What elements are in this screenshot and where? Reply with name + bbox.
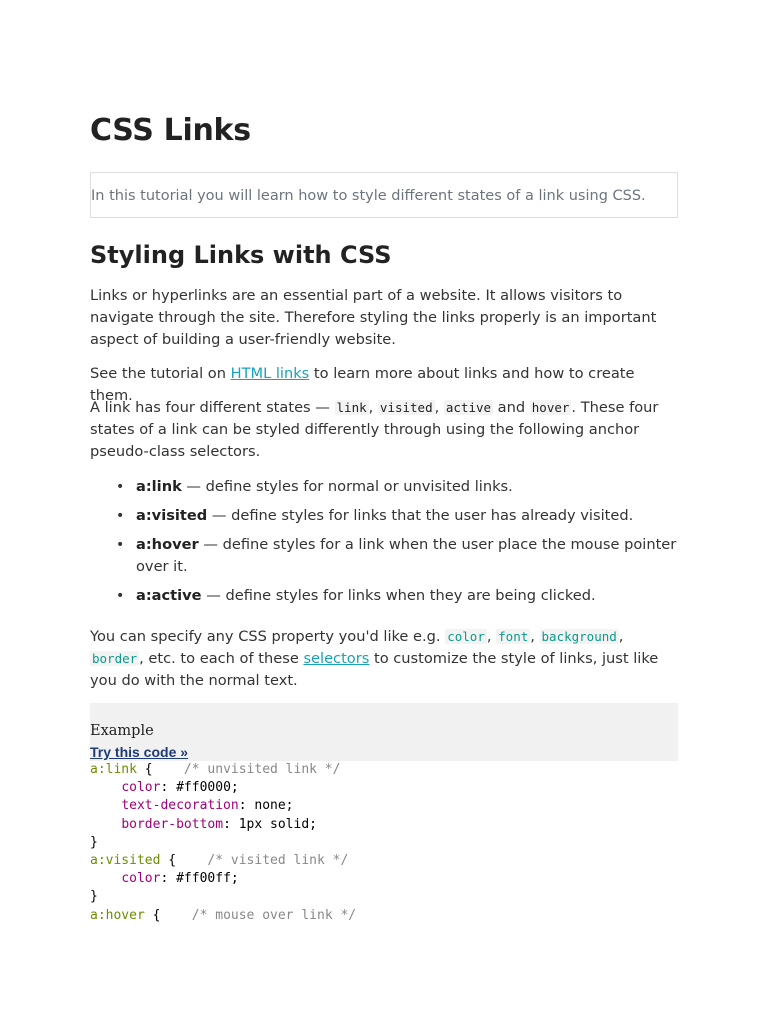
html-links-link[interactable]: HTML links	[230, 365, 310, 382]
list-item-desc: — define styles for a link when the user place the mouse pointer over it.	[136, 536, 677, 575]
code-comment: /* unvisited link */	[152, 762, 341, 777]
code-value: : 1px solid;	[223, 816, 317, 832]
list-item-desc: — define styles for links when they are being clicked.	[201, 587, 596, 604]
list-item	[90, 476, 678, 498]
paragraph-text: See the tutorial on	[90, 365, 231, 382]
example-title: Example	[90, 723, 154, 739]
inline-code-hover: hover	[531, 400, 570, 415]
inline-code-color: color	[447, 629, 485, 644]
example-header	[90, 703, 678, 761]
list-item	[90, 585, 678, 607]
list-item-desc: — define styles for normal or unvisited links.	[181, 478, 513, 495]
separator: ,	[434, 399, 444, 416]
paragraph-intro: Links or hyperlinks are an essential part of a website. It allows visitors to navigate through the site. Therefore styling the links properly is an important aspect of building a user-friendly website.	[90, 287, 657, 348]
inline-code-link: link	[336, 400, 367, 415]
code-selector: a:visited	[90, 853, 161, 869]
section-heading: Styling Links with CSS	[90, 241, 392, 269]
paragraph-text: A link has four different states —	[90, 399, 335, 416]
code-selector: a:hover	[90, 907, 145, 923]
code-property: text-decoration	[121, 798, 239, 814]
separator: ,	[530, 628, 540, 645]
bullet-icon: •	[116, 508, 125, 524]
separator: ,	[486, 628, 497, 645]
code-comment: /* visited link */	[176, 853, 349, 869]
paragraph-text: to learn more about links and how to create them.	[90, 365, 635, 404]
bullet-icon: •	[116, 537, 125, 553]
bullet-icon: •	[116, 588, 125, 604]
code-value: : none;	[238, 798, 294, 814]
list-item-term: a:active	[136, 587, 202, 604]
code-block	[90, 761, 678, 931]
try-this-code-link[interactable]: Try this code »	[90, 744, 189, 760]
list-item-desc: — define styles for links that the user has already visited.	[207, 507, 634, 524]
code-comment: /* mouse over link */	[160, 907, 357, 923]
code-brace: }	[90, 834, 98, 850]
inline-code-border: border	[92, 651, 138, 666]
list-item	[90, 505, 678, 527]
paragraph-properties	[90, 626, 678, 692]
intro-summary: In this tutorial you will learn how to style different states of a link using CSS.	[90, 172, 678, 218]
paragraph-text: to customize the style of links, just like you do with the normal text.	[90, 650, 659, 689]
paragraph-text: You can specify any CSS property you'd like e.g.	[90, 628, 446, 645]
code-value: : #ff00ff;	[160, 871, 239, 887]
selectors-link[interactable]: selectors	[303, 650, 370, 667]
separator: and	[493, 399, 530, 416]
code-brace: {	[136, 762, 153, 777]
code-brace: }	[90, 889, 98, 905]
code-brace: {	[144, 907, 161, 923]
paragraph-states	[90, 397, 678, 463]
paragraph-text: , etc. to each of these	[139, 650, 304, 667]
code-property: color	[121, 780, 161, 796]
separator: ,	[368, 399, 378, 416]
bullet-icon: •	[116, 479, 125, 495]
code-value: : #ff0000;	[160, 780, 239, 796]
page-title: CSS Links	[90, 113, 251, 148]
inline-code-active: active	[445, 400, 492, 415]
list-item	[90, 534, 678, 578]
code-property: border-bottom	[121, 816, 224, 832]
list-item-term: a:hover	[136, 536, 199, 553]
inline-code-font: font	[498, 629, 529, 644]
separator: ,	[618, 628, 624, 645]
list-item-term: a:visited	[136, 507, 208, 524]
inline-code-visited: visited	[379, 400, 433, 415]
code-selector: a:link	[90, 762, 137, 777]
code-property: color	[121, 871, 161, 887]
pseudo-class-list	[90, 476, 678, 614]
inline-code-background: background	[541, 629, 617, 644]
paragraph-text: . These four states of a link can be styled differently through using the following anchor pseudo-class selectors.	[90, 399, 659, 460]
code-brace: {	[160, 853, 177, 869]
list-item-term: a:link	[136, 478, 182, 495]
